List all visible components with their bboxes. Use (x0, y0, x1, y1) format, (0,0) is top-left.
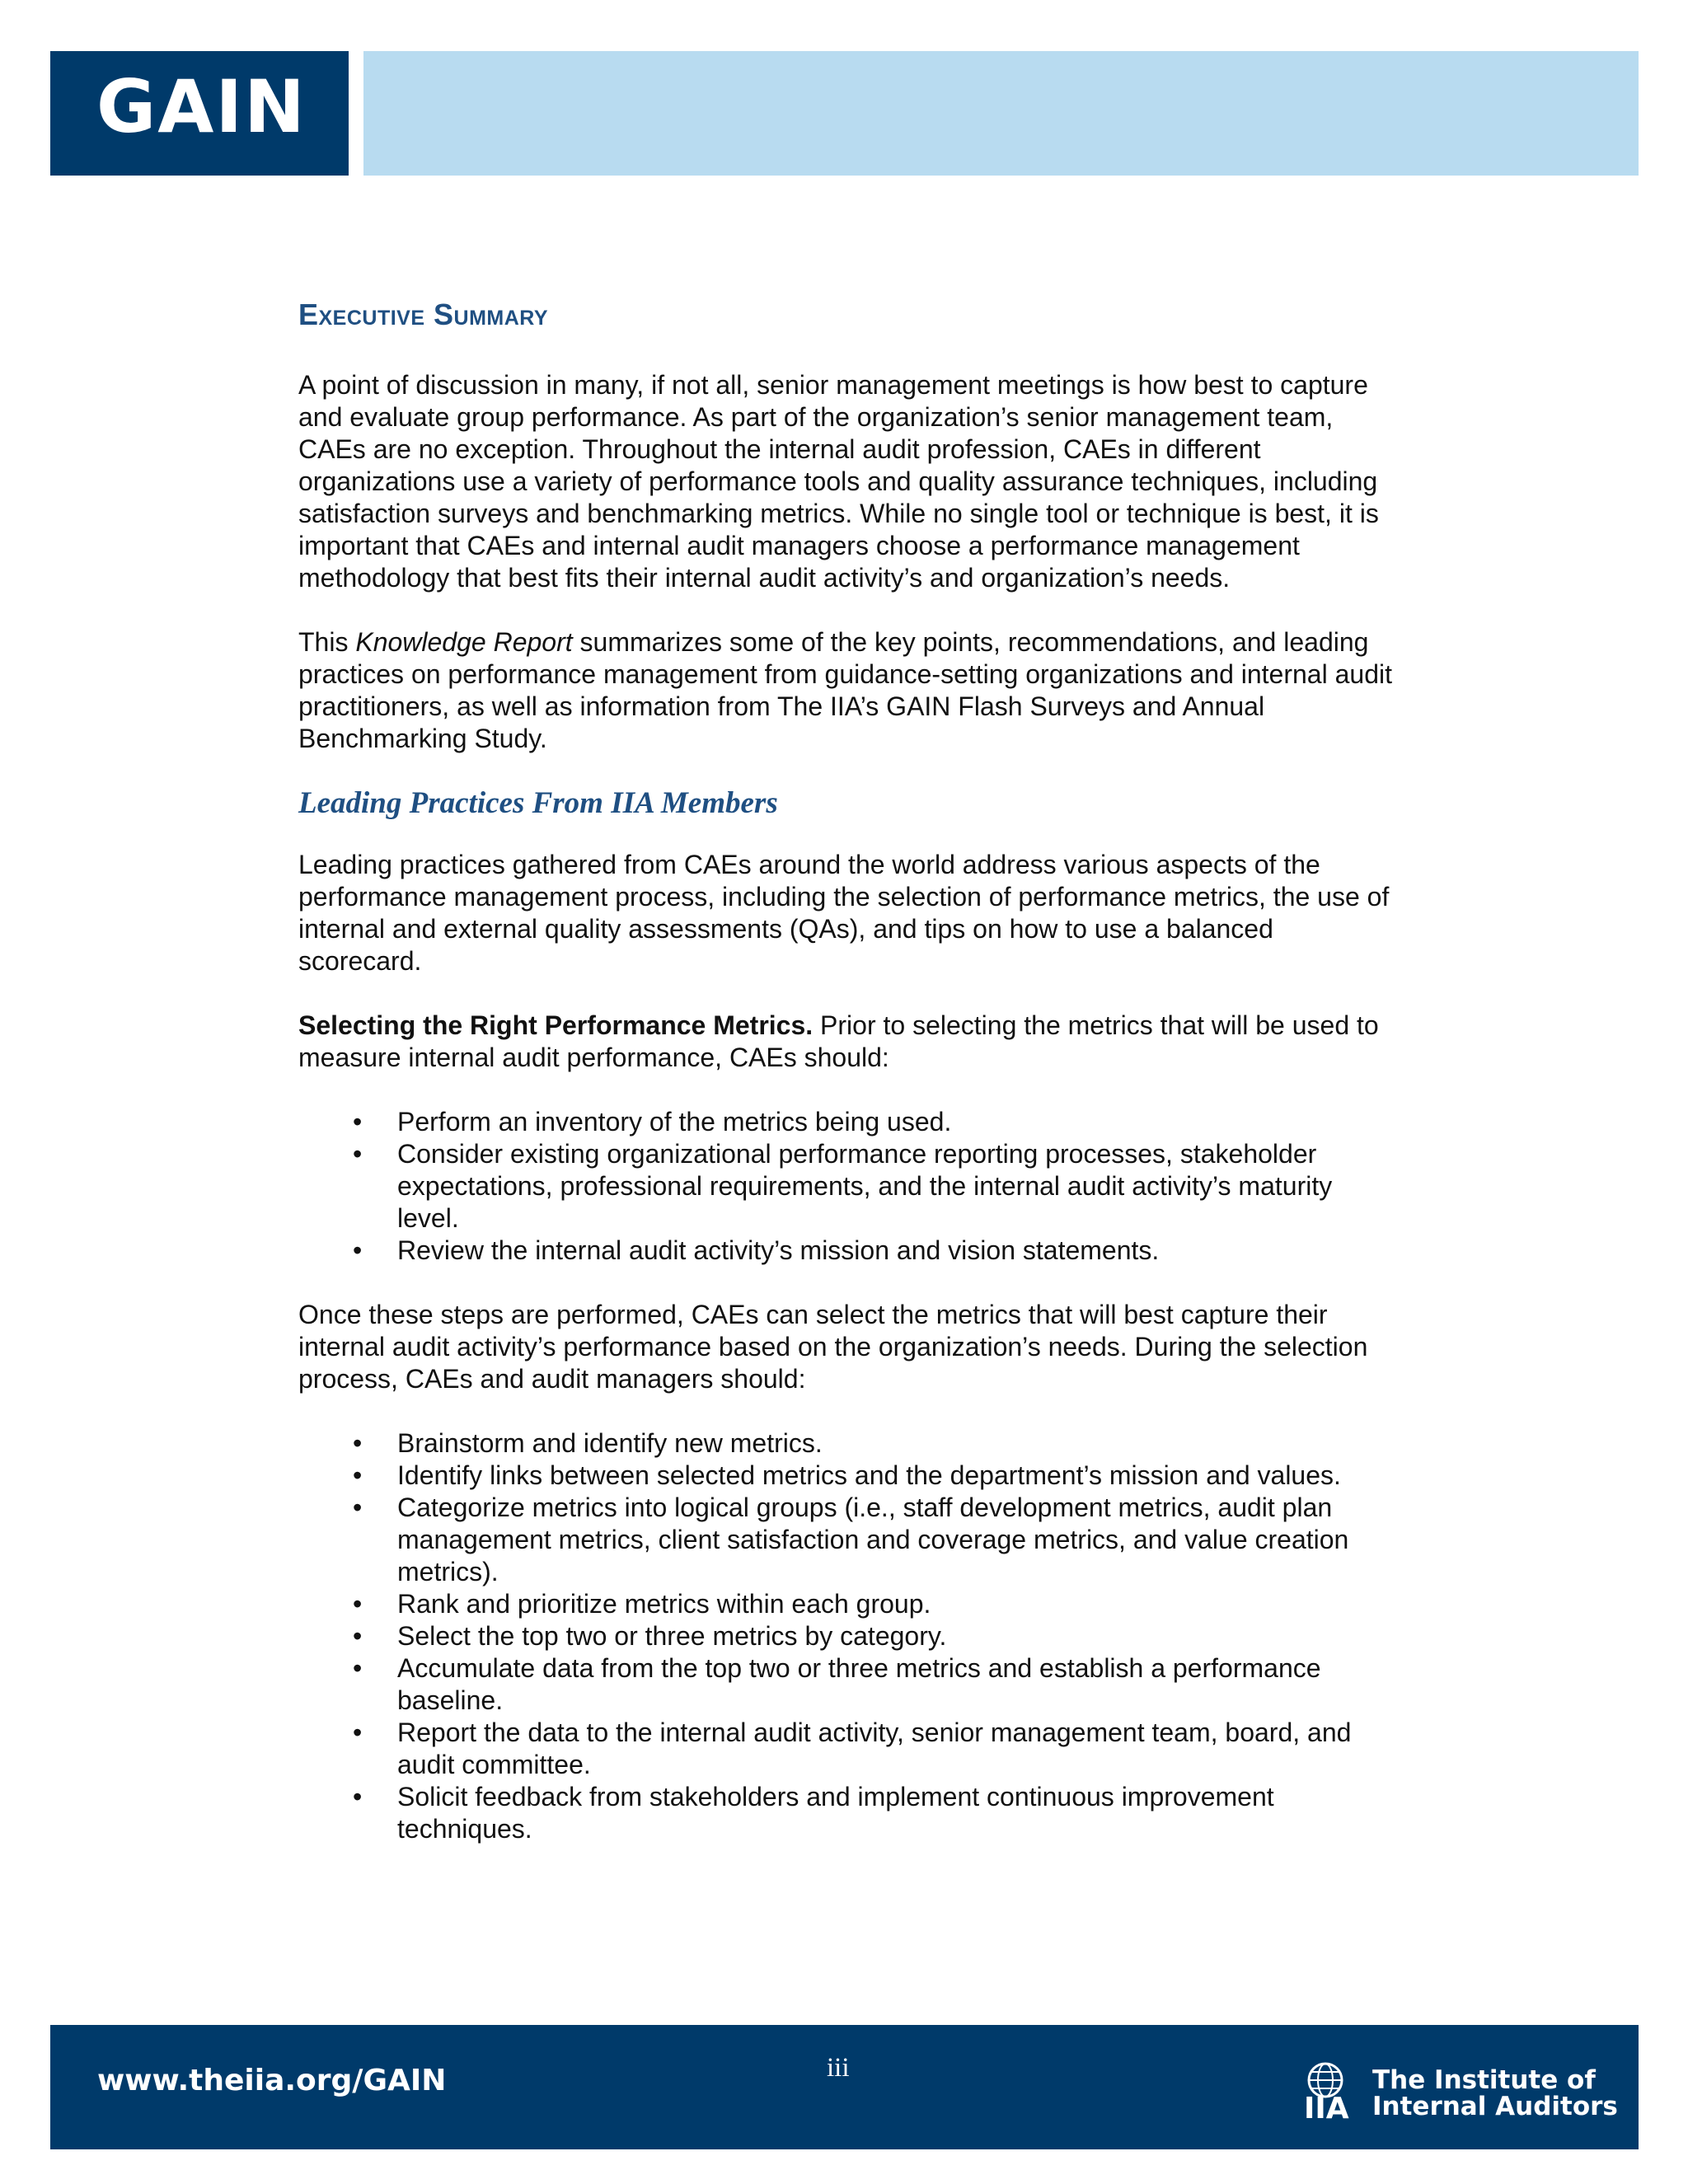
report-title: Knowledge Report (355, 627, 573, 657)
list-item (298, 1588, 1395, 1620)
footer-website-link[interactable]: www.theiia.org/GAIN (97, 2064, 447, 2097)
bullet-icon: • (353, 1428, 363, 1458)
list-item (298, 1235, 1395, 1267)
list-item-text: Rank and prioritize metrics within each group. (397, 1589, 931, 1619)
inline-heading: Selecting the Right Performance Metrics. (298, 1010, 814, 1040)
iia-logo-letters: IIA (1304, 2092, 1349, 2120)
page-number: iii (827, 2053, 850, 2083)
paragraph-report-summary (298, 626, 1395, 755)
paragraph-selection-process: Once these steps are performed, CAEs can select the metrics that will best capture their internal audit activity’s performance based on the organization’s needs. During the selection process, CAEs and audit managers should: (298, 1300, 1368, 1394)
text-run: Prior to selecting the metrics that will be used to measure internal audit performance, CAEs should: (298, 1010, 1379, 1072)
section-title: Executive Summary (298, 298, 549, 331)
bullet-icon: • (353, 1107, 363, 1137)
list-item-text: Categorize metrics into logical groups (i.e., staff development metrics, audit plan management metrics, client satisfaction and coverage metrics, and value creation metrics). (397, 1493, 1349, 1586)
bullet-icon: • (353, 1653, 363, 1683)
subheading: Leading Practices From IIA Members (298, 786, 778, 820)
list-item-text: Solicit feedback from stakeholders and implement continuous improvement techniques. (397, 1782, 1274, 1844)
list-item-text: Consider existing organizational performance reporting processes, stakeholder expectations, professional requirements, and the internal audit activity’s maturity level. (397, 1139, 1333, 1233)
bullet-icon: • (353, 1139, 363, 1169)
list-item (298, 1460, 1395, 1492)
text-run: summarizes some of the key points, recommendations, and leading practices on performance management from guidance-setting organizations and internal audit practitioners, as well as information from The IIA’s GAIN Flash Surveys and Annual Benchmarking Study. (298, 627, 1392, 753)
bullet-icon: • (353, 1718, 363, 1747)
bullet-icon: • (353, 1621, 363, 1651)
list-item-text: Perform an inventory of the metrics being used. (397, 1107, 952, 1137)
header-banner (363, 51, 1639, 176)
bullet-icon: • (353, 1782, 363, 1811)
org-name-line1: The Institute of (1372, 2065, 1596, 2095)
org-name-line2: Internal Auditors (1372, 2092, 1618, 2121)
list-item-text: Accumulate data from the top two or three metrics and establish a performance baseline. (397, 1653, 1321, 1715)
bullet-list-selection-steps (298, 1427, 1395, 1845)
iia-globe-logo-icon (1302, 2060, 1376, 2120)
list-item (298, 1427, 1395, 1460)
list-item (298, 1138, 1395, 1235)
paragraph-selecting-metrics (298, 1010, 1395, 1074)
bullet-icon: • (353, 1235, 363, 1265)
list-item (298, 1781, 1395, 1845)
list-item (298, 1492, 1395, 1588)
list-item-text: Select the top two or three metrics by category. (397, 1621, 947, 1651)
list-item-text: Report the data to the internal audit activity, senior management team, board, and audit committee. (397, 1718, 1352, 1779)
list-item-text: Identify links between selected metrics and the department’s mission and values. (397, 1460, 1341, 1490)
list-item (298, 1652, 1395, 1717)
bullet-icon: • (353, 1493, 363, 1522)
list-item (298, 1106, 1395, 1138)
organization-name (1372, 2067, 1618, 2120)
main-content (298, 295, 1395, 1845)
list-item-text: Brainstorm and identify new metrics. (397, 1428, 823, 1458)
paragraph-leading-practices: Leading practices gathered from CAEs around the world address various aspects of the performance management process, including the selection of performance metrics, the use of internal and external quality assessments (QAs), and tips on how to use a balanced scorecard. (298, 850, 1390, 976)
paragraph-intro: A point of discussion in many, if not all, senior management meetings is how best to capture and evaluate group performance. As part of the organization’s senior management team, CAEs are no exception. Throughout the internal audit profession, CAEs in different organizations use a variety of performance tools and quality assurance techniques, including satisfaction surveys and benchmarking metrics. While no single tool or technique is best, it is important that CAEs and internal audit managers choose a performance management methodology that best fits their internal audit activity’s and organization’s needs. (298, 370, 1379, 593)
bullet-list-prior-steps (298, 1106, 1395, 1267)
bullet-icon: • (353, 1589, 363, 1619)
text-run: This (298, 627, 356, 657)
list-item (298, 1620, 1395, 1652)
list-item (298, 1717, 1395, 1781)
bullet-icon: • (353, 1460, 363, 1490)
list-item-text: Review the internal audit activity’s mission and vision statements. (397, 1235, 1160, 1265)
gain-logo: GAIN (96, 64, 307, 149)
